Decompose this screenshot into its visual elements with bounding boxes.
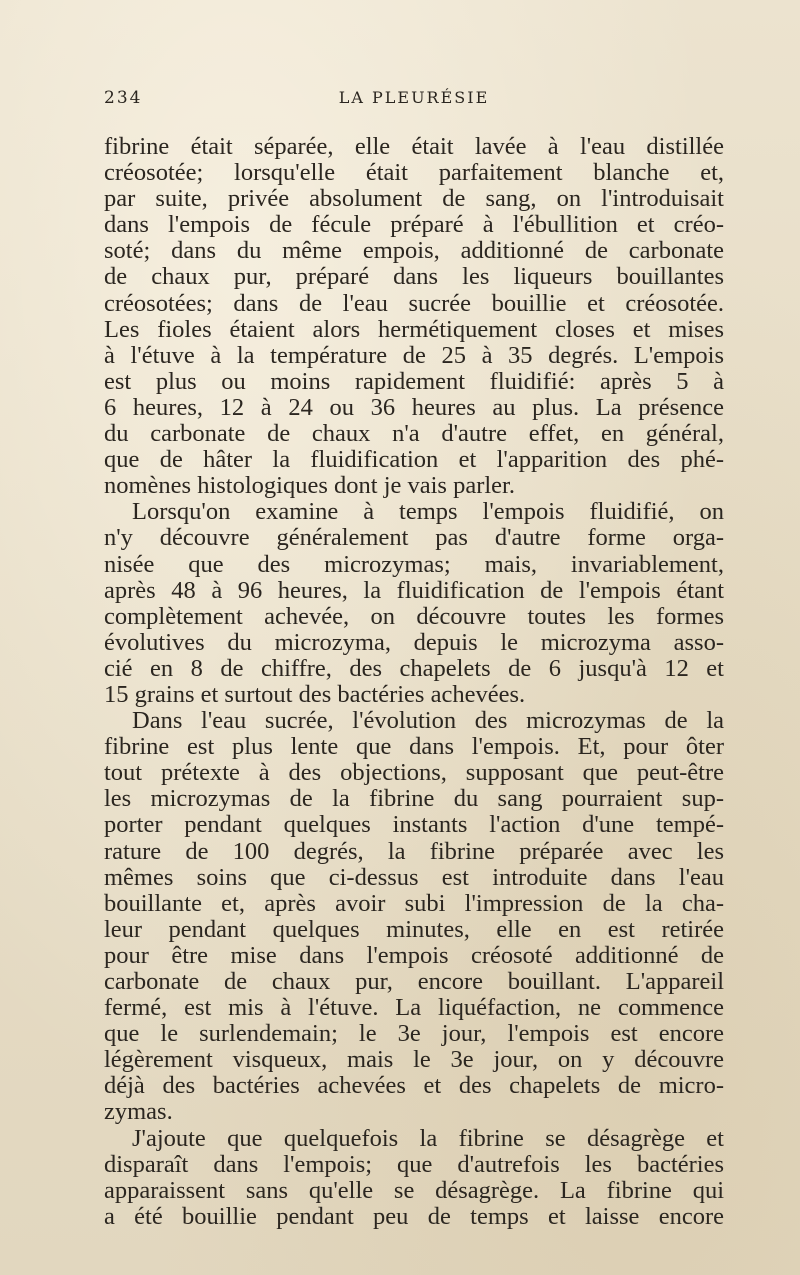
text-line: complètement achevée, on découvre toutes les formes (104, 603, 724, 630)
text-line: n'y découvre généralement pas d'autre forme orga- (104, 525, 724, 552)
text-line: après 48 à 96 heures, la fluidification de l'empois étant (104, 577, 724, 604)
text-line: disparaît dans l'empois; que d'autrefois les bactéries (104, 1151, 724, 1178)
text-line: créosotées; dans de l'eau sucrée bouillie et créosotée. (104, 290, 724, 317)
text-line: nomènes histologiques dont je vais parler. (104, 473, 515, 500)
text-line: carbonate de chaux pur, encore bouillant. L'appareil (104, 969, 724, 995)
text-line: 15 grains et surtout des bactéries achevées. (104, 681, 526, 708)
text-line: soté; dans du même empois, additionné de carbonate (104, 238, 724, 265)
body-text (104, 134, 724, 1230)
text-line: fibrine était séparée, elle était lavée à l'eau distillée (104, 134, 724, 160)
running-title: LA PLEURÉSIE (338, 88, 490, 107)
text-line: pour être mise dans l'empois créosoté additionné de (104, 942, 724, 969)
text-line: légèrement visqueux, mais le 3e jour, on y découvre (104, 1047, 724, 1074)
text-line: déjà des bactéries achevées et des chapelets de micro- (104, 1073, 724, 1100)
text-line: que de hâter la fluidification et l'apparition des phé- (104, 447, 724, 474)
text-line: apparaissent sans qu'elle se désagrège. La fibrine qui (104, 1177, 724, 1204)
text-line: porter pendant quelques instants l'action d'une tempé- (104, 812, 724, 839)
text-line: fibrine est plus lente que dans l'empois. Et, pour ôter (104, 734, 724, 761)
text-line: par suite, privée absolument de sang, on l'introduisait (104, 186, 724, 213)
text-line: Dans l'eau sucrée, l'évolution des microzymas de la (132, 708, 724, 735)
text-line: de chaux pur, préparé dans les liqueurs bouillantes (104, 264, 724, 291)
text-line: Lorsqu'on examine à temps l'empois fluidifié, on (132, 499, 724, 526)
text-line: cié en 8 de chiffre, des chapelets de 6 jusqu'à 12 et (104, 655, 724, 682)
text-line: fermé, est mis à l'étuve. La liquéfaction, ne commence (104, 995, 724, 1022)
text-line: a été bouillie pendant peu de temps et laisse encore (104, 1203, 724, 1230)
text-line: dans l'empois de fécule préparé à l'ébullition et créo- (104, 212, 724, 239)
text-line: bouillante et, après avoir subi l'impression de la cha- (104, 890, 724, 917)
text-line: Les fioles étaient alors hermétiquement closes et mises (104, 316, 724, 343)
text-line: à l'étuve à la température de 25 à 35 degrés. L'empois (104, 342, 724, 369)
text-line: tout prétexte à des objections, supposant que peut-être (104, 760, 724, 787)
text-line: J'ajoute que quelquefois la fibrine se désagrège et (132, 1125, 724, 1152)
text-line: est plus ou moins rapidement fluidifié: après 5 à (104, 368, 724, 395)
text-line: du carbonate de chaux n'a d'autre effet, en général, (104, 421, 724, 448)
text-line: que le surlendemain; le 3e jour, l'empois est encore (104, 1021, 724, 1048)
text-line: leur pendant quelques minutes, elle en est retirée (104, 916, 724, 943)
text-line: nisée que des microzymas; mais, invariablement, (104, 551, 724, 578)
text-line: créosotée; lorsqu'elle était parfaitement blanche et, (104, 160, 724, 187)
text-line: évolutives du microzyma, depuis le microzyma asso- (104, 629, 724, 656)
page-number: 234 (104, 88, 143, 108)
text-line: rature de 100 degrés, la fibrine préparée avec les (104, 838, 724, 865)
text-line: 6 heures, 12 à 24 ou 36 heures au plus. La présence (104, 394, 724, 421)
page-header (104, 88, 724, 112)
text-line: zymas. (104, 1099, 173, 1126)
text-line: les microzymas de la fibrine du sang pourraient sup- (104, 786, 724, 813)
text-line: mêmes soins que ci-dessus est introduite dans l'eau (104, 864, 724, 891)
